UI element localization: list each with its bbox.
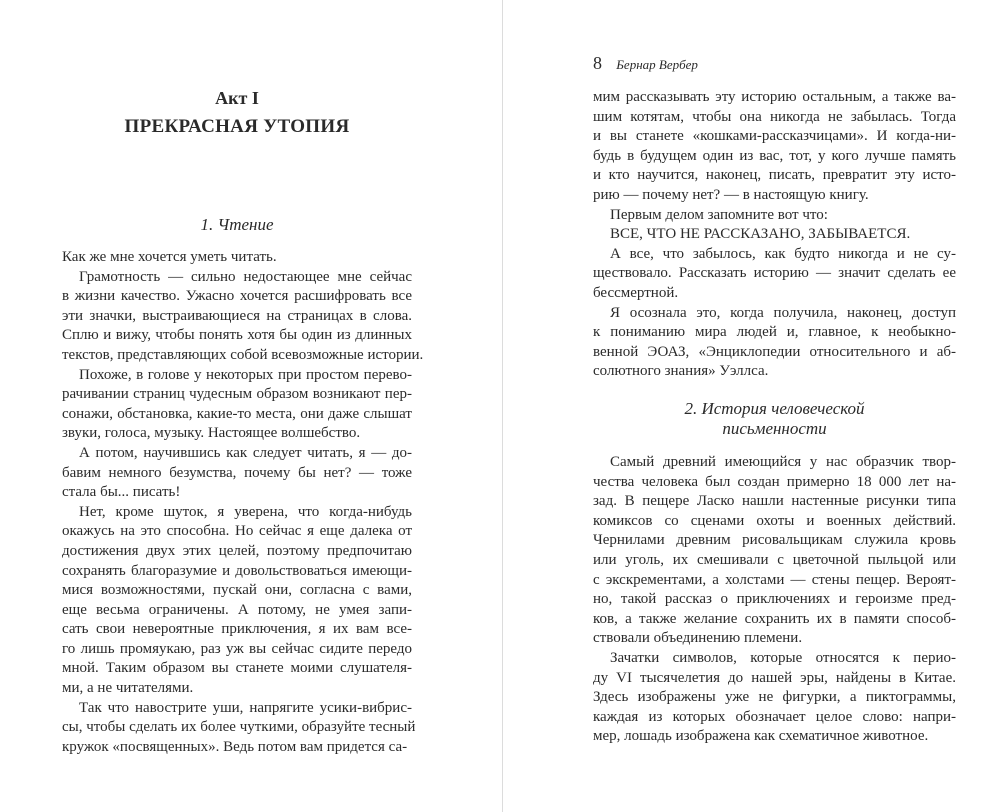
text-line: стала бы... писать!: [62, 484, 181, 501]
text-line: Здесь изображены уже не фигурки, а пиктограммы,: [593, 689, 956, 706]
paragraph: [62, 444, 412, 503]
right-body-text-bottom: [593, 453, 956, 747]
text-line: А потом, научившись как следует читать, я — до-: [79, 444, 412, 461]
text-line: Нет, кроме шуток, я уверена, что когда-нибудь: [79, 503, 412, 520]
text-line: эти значки, выстраивающиеся на страницах в слова.: [62, 307, 412, 324]
text-line: будь в будущем один из вас, тот, у кого лучше память: [593, 147, 956, 164]
part-title: ПРЕКРАСНАЯ УТОПИЯ: [124, 116, 350, 137]
text-line: го лишь промяукаю, раз уж вы сейчас сидите передо: [62, 640, 412, 657]
text-line: Самый древний имеющийся у нас образчик твор-: [610, 454, 956, 470]
text-line: Похоже, в голове у некоторых при простом перево-: [79, 366, 412, 383]
text-line: ствовали объединению племени.: [593, 630, 803, 647]
right-body-text-top: [593, 88, 956, 382]
text-line: достижения двух этих целей, поэтому предпочитаю: [62, 542, 412, 559]
text-line: сать свои невероятные приключения, я их вам все-: [62, 621, 412, 638]
running-header: [593, 53, 698, 75]
text-line: ществовало. Рассказать историю — значит сделать ее: [593, 265, 956, 282]
paragraph: [593, 649, 956, 747]
chapter-title-2-line2: письменности: [722, 419, 827, 438]
chapter-title-2-line1: 2. История человеческой: [684, 399, 865, 418]
text-line: мися возможностями, пускай они, согласна с вами,: [62, 582, 412, 599]
text-line: рачивании страниц чудесным образом возникают пер-: [62, 386, 412, 403]
text-line: и кто научится, наконец, писать, превратит эту исто-: [593, 167, 956, 184]
text-line: Чернилами древним рисовальщикам служила кровь: [593, 532, 956, 549]
text-line: Как же мне хочется уметь читать.: [62, 249, 277, 265]
text-line: А все, что забылось, как будто никогда и не су-: [610, 245, 956, 262]
text-line: мер, лошадь изображена как схематичное животное.: [593, 728, 929, 745]
text-line: Я осознала это, когда получила, наконец, доступ: [610, 304, 956, 321]
text-line: рию — почему нет? — в настоящую книгу.: [593, 186, 869, 203]
text-line: ков, а также желание сохранить их в памяти способ-: [593, 610, 956, 627]
chapter-title-2: [593, 399, 956, 439]
paragraph: [593, 88, 956, 206]
paragraph: [62, 248, 412, 268]
text-line: солютного знания» Уэллса.: [593, 363, 769, 380]
text-line: окажусь на это способна. Но сейчас я еще далека от: [62, 523, 412, 540]
page-number: 8: [593, 53, 602, 73]
text-line: еще весьма ограничены. А потому, не умея запи-: [62, 601, 412, 618]
text-line: ВСЕ, ЧТО НЕ РАССКАЗАНО, ЗАБЫВАЕТСЯ.: [610, 226, 911, 243]
text-line: зад. В пещере Ласко нашли настенные рисунки типа: [593, 493, 956, 510]
text-line: Первым делом запомните вот что:: [610, 206, 828, 223]
text-line: Сплю и вижу, чтобы понять хотя бы один из длинных: [62, 327, 412, 344]
text-line: шим котятам, чтобы она никогда не забылась. Тогда: [593, 108, 956, 125]
text-line: но, такой рассказ о приключениях и героизме пред-: [593, 591, 956, 608]
text-line: звуки, голоса, музыку. Настоящее волшебство.: [62, 425, 361, 442]
text-line: бавим немного безумства, почему бы нет? — тоже: [62, 464, 412, 481]
paragraph: [593, 453, 956, 649]
text-line: венной ЭОАЗ, «Энциклопедии относительного и аб-: [593, 343, 956, 360]
text-line: сохранять благоразумие и довольствоваться имеющи-: [62, 562, 412, 579]
act-label: Акт I: [215, 88, 259, 108]
text-line: Грамотность — сильно недостающее мне сейчас: [79, 268, 412, 285]
text-line: и вы станете «кошками-рассказчицами». И когда-ни-: [593, 128, 956, 145]
text-line: или уголь, их смешивали с цветочной пыльцой или: [593, 551, 956, 568]
running-author: Бернар Вербер: [616, 57, 698, 72]
chapter-title: 1. Чтение: [200, 215, 274, 234]
text-line: к пониманию мира людей и, главное, к необыкно-: [593, 324, 956, 341]
paragraph: [62, 366, 412, 444]
paragraph: [62, 699, 416, 758]
left-body-text: [62, 248, 424, 757]
text-line: чества человека был создан примерно 18 000 лет на-: [593, 473, 956, 490]
text-line: мим рассказывать эту историю остальным, а также ва-: [593, 89, 956, 105]
paragraph: [62, 268, 424, 366]
text-line: текстов, представляющих собой всевозможные истории.: [62, 346, 424, 363]
text-line: Так что навострите уши, напрягите усики-вибрис-: [79, 699, 412, 716]
paragraph: [593, 304, 956, 382]
text-line: в жизни качество. Ужасно хочется расшифровать все: [62, 288, 412, 305]
text-line: каждая из которых обозначает целое слово: напри-: [593, 708, 956, 725]
text-line: ду VI тысячелетия до нашей эры, найдены в Китае.: [593, 669, 956, 686]
text-line: с экскрементами, а холстами — стены пещер. Вероят-: [593, 571, 956, 588]
paragraph: [593, 225, 956, 245]
text-line: бессмертной.: [593, 284, 679, 301]
text-line: ми, а не читателями.: [62, 680, 194, 697]
paragraph: [62, 503, 412, 699]
text-line: сонажи, обстановка, какие-то места, они даже слышат: [62, 405, 412, 422]
text-line: кружок «посвященных». Ведь потом вам придется са-: [62, 738, 408, 755]
paragraph: [593, 245, 956, 304]
paragraph: [593, 206, 956, 226]
right-page: [503, 0, 1008, 812]
text-line: мной. Таким образом вы станете моими слушателя-: [62, 660, 412, 677]
text-line: комиксов со сценами охоты и военных действий.: [593, 512, 956, 529]
text-line: сы, чтобы сделать их более чуткими, образуйте тесный: [62, 719, 416, 736]
text-line: Зачатки символов, которые относятся к перио-: [610, 649, 956, 666]
left-page: [0, 0, 502, 812]
